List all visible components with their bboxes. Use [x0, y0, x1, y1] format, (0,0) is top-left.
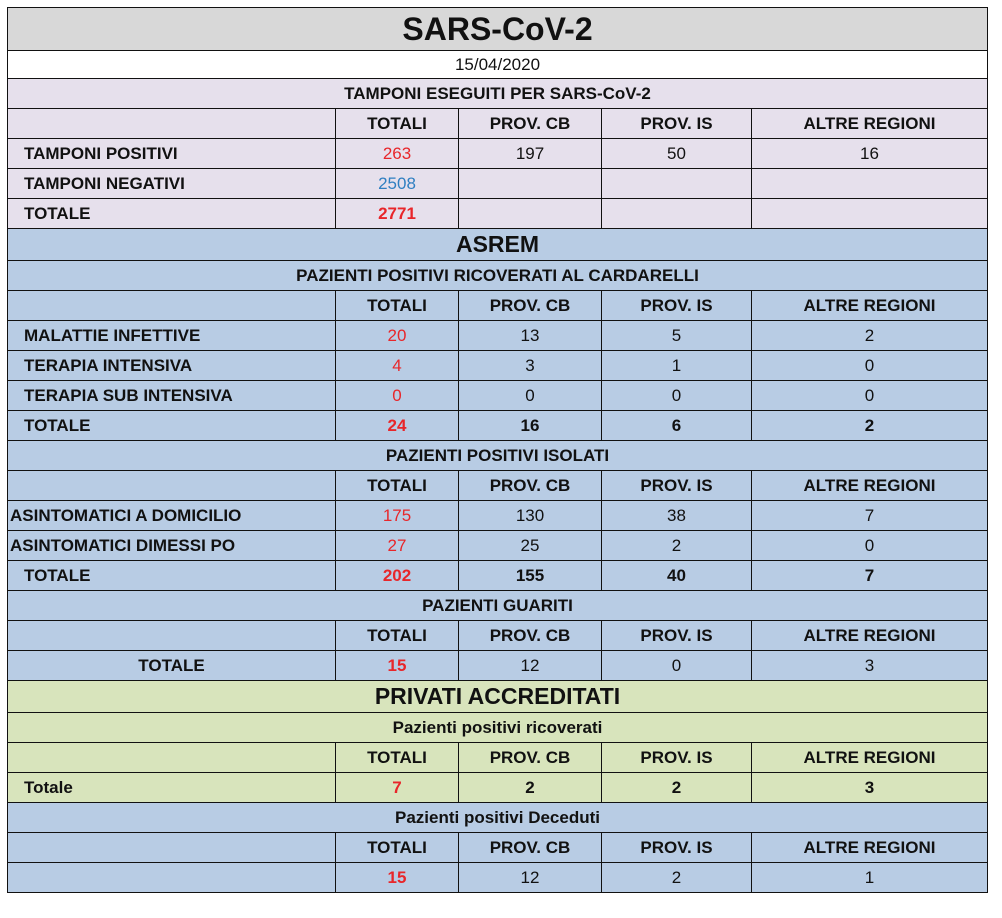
- cell-prov-is: 5: [602, 321, 752, 351]
- cell-prov-cb: 25: [459, 531, 602, 561]
- cell-totali: 263: [336, 139, 459, 169]
- header-altre-regioni: ALTRE REGIONI: [752, 621, 988, 651]
- header-blank: [8, 833, 336, 863]
- cell-totali: 24: [336, 411, 459, 441]
- table-row: [8, 531, 988, 561]
- column-header-row: [8, 471, 988, 501]
- cell-totali: 15: [336, 863, 459, 893]
- cell-prov-is: [602, 199, 752, 229]
- cell-totali: 175: [336, 501, 459, 531]
- title-row: [8, 8, 988, 51]
- table-row: [8, 351, 988, 381]
- header-blank: [8, 291, 336, 321]
- privati-title: PRIVATI ACCREDITATI: [8, 681, 988, 713]
- table-row: [8, 501, 988, 531]
- cell-prov-cb: [459, 169, 602, 199]
- privati-title-row: [8, 681, 988, 713]
- cell-prov-cb: 155: [459, 561, 602, 591]
- header-blank: [8, 743, 336, 773]
- header-totali: TOTALI: [336, 743, 459, 773]
- row-label: TOTALE: [8, 561, 336, 591]
- header-blank: [8, 471, 336, 501]
- cell-prov-is: 0: [602, 381, 752, 411]
- cell-totali: 2508: [336, 169, 459, 199]
- table-row: [8, 381, 988, 411]
- cell-altre-regioni: 3: [752, 651, 988, 681]
- header-totali: TOTALI: [336, 471, 459, 501]
- header-altre-regioni: ALTRE REGIONI: [752, 291, 988, 321]
- section-header-row: [8, 79, 988, 109]
- row-label: ASINTOMATICI A DOMICILIO: [8, 501, 336, 531]
- table-row: [8, 863, 988, 893]
- cell-altre-regioni: 2: [752, 321, 988, 351]
- cell-prov-cb: 12: [459, 651, 602, 681]
- section-header-row: [8, 441, 988, 471]
- row-label: ASINTOMATICI DIMESSI PO: [8, 531, 336, 561]
- table-row: [8, 651, 988, 681]
- table-row: [8, 139, 988, 169]
- guariti-section-title: PAZIENTI GUARITI: [8, 591, 988, 621]
- table-row: [8, 561, 988, 591]
- cell-totali: 4: [336, 351, 459, 381]
- report-title: SARS-CoV-2: [8, 8, 988, 51]
- header-blank: [8, 109, 336, 139]
- cell-altre-regioni: [752, 169, 988, 199]
- header-prov-cb: PROV. CB: [459, 291, 602, 321]
- cell-totali: 0: [336, 381, 459, 411]
- section-header-row: [8, 803, 988, 833]
- header-totali: TOTALI: [336, 109, 459, 139]
- row-label: TAMPONI POSITIVI: [8, 139, 336, 169]
- row-label: MALATTIE INFETTIVE: [8, 321, 336, 351]
- cell-totali: 7: [336, 773, 459, 803]
- header-prov-is: PROV. IS: [602, 621, 752, 651]
- cell-altre-regioni: 7: [752, 561, 988, 591]
- header-prov-cb: PROV. CB: [459, 471, 602, 501]
- header-prov-is: PROV. IS: [602, 471, 752, 501]
- cell-prov-cb: [459, 199, 602, 229]
- column-header-row: [8, 743, 988, 773]
- cell-altre-regioni: 16: [752, 139, 988, 169]
- privati-deceduti-section-title: Pazienti positivi Deceduti: [8, 803, 988, 833]
- cell-altre-regioni: 1: [752, 863, 988, 893]
- table-row: [8, 199, 988, 229]
- cell-altre-regioni: 0: [752, 381, 988, 411]
- row-label: TERAPIA SUB INTENSIVA: [8, 381, 336, 411]
- header-prov-is: PROV. IS: [602, 743, 752, 773]
- cell-prov-is: 38: [602, 501, 752, 531]
- covid-report-sheet: [7, 7, 987, 893]
- row-label: TAMPONI NEGATIVI: [8, 169, 336, 199]
- header-blank: [8, 621, 336, 651]
- cell-prov-cb: 13: [459, 321, 602, 351]
- cell-prov-is: 2: [602, 773, 752, 803]
- cell-prov-is: 2: [602, 863, 752, 893]
- cell-totali: 2771: [336, 199, 459, 229]
- cell-prov-is: 2: [602, 531, 752, 561]
- cell-totali: 15: [336, 651, 459, 681]
- column-header-row: [8, 621, 988, 651]
- report-date: 15/04/2020: [8, 51, 988, 79]
- cell-prov-cb: 16: [459, 411, 602, 441]
- column-header-row: [8, 291, 988, 321]
- row-label: TOTALE: [8, 411, 336, 441]
- header-totali: TOTALI: [336, 621, 459, 651]
- cell-prov-cb: 12: [459, 863, 602, 893]
- column-header-row: [8, 109, 988, 139]
- section-header-row: [8, 261, 988, 291]
- cell-altre-regioni: 2: [752, 411, 988, 441]
- header-prov-cb: PROV. CB: [459, 621, 602, 651]
- cell-altre-regioni: 7: [752, 501, 988, 531]
- table-row: [8, 169, 988, 199]
- header-altre-regioni: ALTRE REGIONI: [752, 471, 988, 501]
- cell-altre-regioni: [752, 199, 988, 229]
- header-totali: TOTALI: [336, 833, 459, 863]
- isolati-section-title: PAZIENTI POSITIVI ISOLATI: [8, 441, 988, 471]
- date-row: [8, 51, 988, 79]
- section-header-row: [8, 591, 988, 621]
- cell-prov-cb: 197: [459, 139, 602, 169]
- cell-prov-is: 0: [602, 651, 752, 681]
- asrem-title-row: [8, 229, 988, 261]
- cell-altre-regioni: 0: [752, 351, 988, 381]
- cell-altre-regioni: 0: [752, 531, 988, 561]
- row-label: Totale: [8, 773, 336, 803]
- tamponi-section-title: TAMPONI ESEGUITI PER SARS-CoV-2: [8, 79, 988, 109]
- cell-altre-regioni: 3: [752, 773, 988, 803]
- header-prov-is: PROV. IS: [602, 109, 752, 139]
- cell-prov-is: 40: [602, 561, 752, 591]
- report-table: [7, 7, 988, 893]
- cell-totali: 27: [336, 531, 459, 561]
- row-label: [8, 863, 336, 893]
- header-prov-cb: PROV. CB: [459, 109, 602, 139]
- cell-prov-is: [602, 169, 752, 199]
- table-row: [8, 411, 988, 441]
- row-label: TERAPIA INTENSIVA: [8, 351, 336, 381]
- header-totali: TOTALI: [336, 291, 459, 321]
- cell-totali: 202: [336, 561, 459, 591]
- header-prov-is: PROV. IS: [602, 833, 752, 863]
- row-label: TOTALE: [8, 651, 336, 681]
- header-prov-is: PROV. IS: [602, 291, 752, 321]
- ricoverati-section-title: PAZIENTI POSITIVI RICOVERATI AL CARDARELLI: [8, 261, 988, 291]
- cell-prov-cb: 130: [459, 501, 602, 531]
- header-prov-cb: PROV. CB: [459, 743, 602, 773]
- cell-prov-is: 50: [602, 139, 752, 169]
- section-header-row: [8, 713, 988, 743]
- header-altre-regioni: ALTRE REGIONI: [752, 109, 988, 139]
- asrem-title: ASREM: [8, 229, 988, 261]
- column-header-row: [8, 833, 988, 863]
- cell-totali: 20: [336, 321, 459, 351]
- cell-prov-is: 1: [602, 351, 752, 381]
- header-altre-regioni: ALTRE REGIONI: [752, 833, 988, 863]
- cell-prov-cb: 0: [459, 381, 602, 411]
- table-row: [8, 773, 988, 803]
- header-prov-cb: PROV. CB: [459, 833, 602, 863]
- cell-prov-is: 6: [602, 411, 752, 441]
- row-label: TOTALE: [8, 199, 336, 229]
- cell-prov-cb: 3: [459, 351, 602, 381]
- table-row: [8, 321, 988, 351]
- header-altre-regioni: ALTRE REGIONI: [752, 743, 988, 773]
- privati-ricoverati-section-title: Pazienti positivi ricoverati: [8, 713, 988, 743]
- cell-prov-cb: 2: [459, 773, 602, 803]
